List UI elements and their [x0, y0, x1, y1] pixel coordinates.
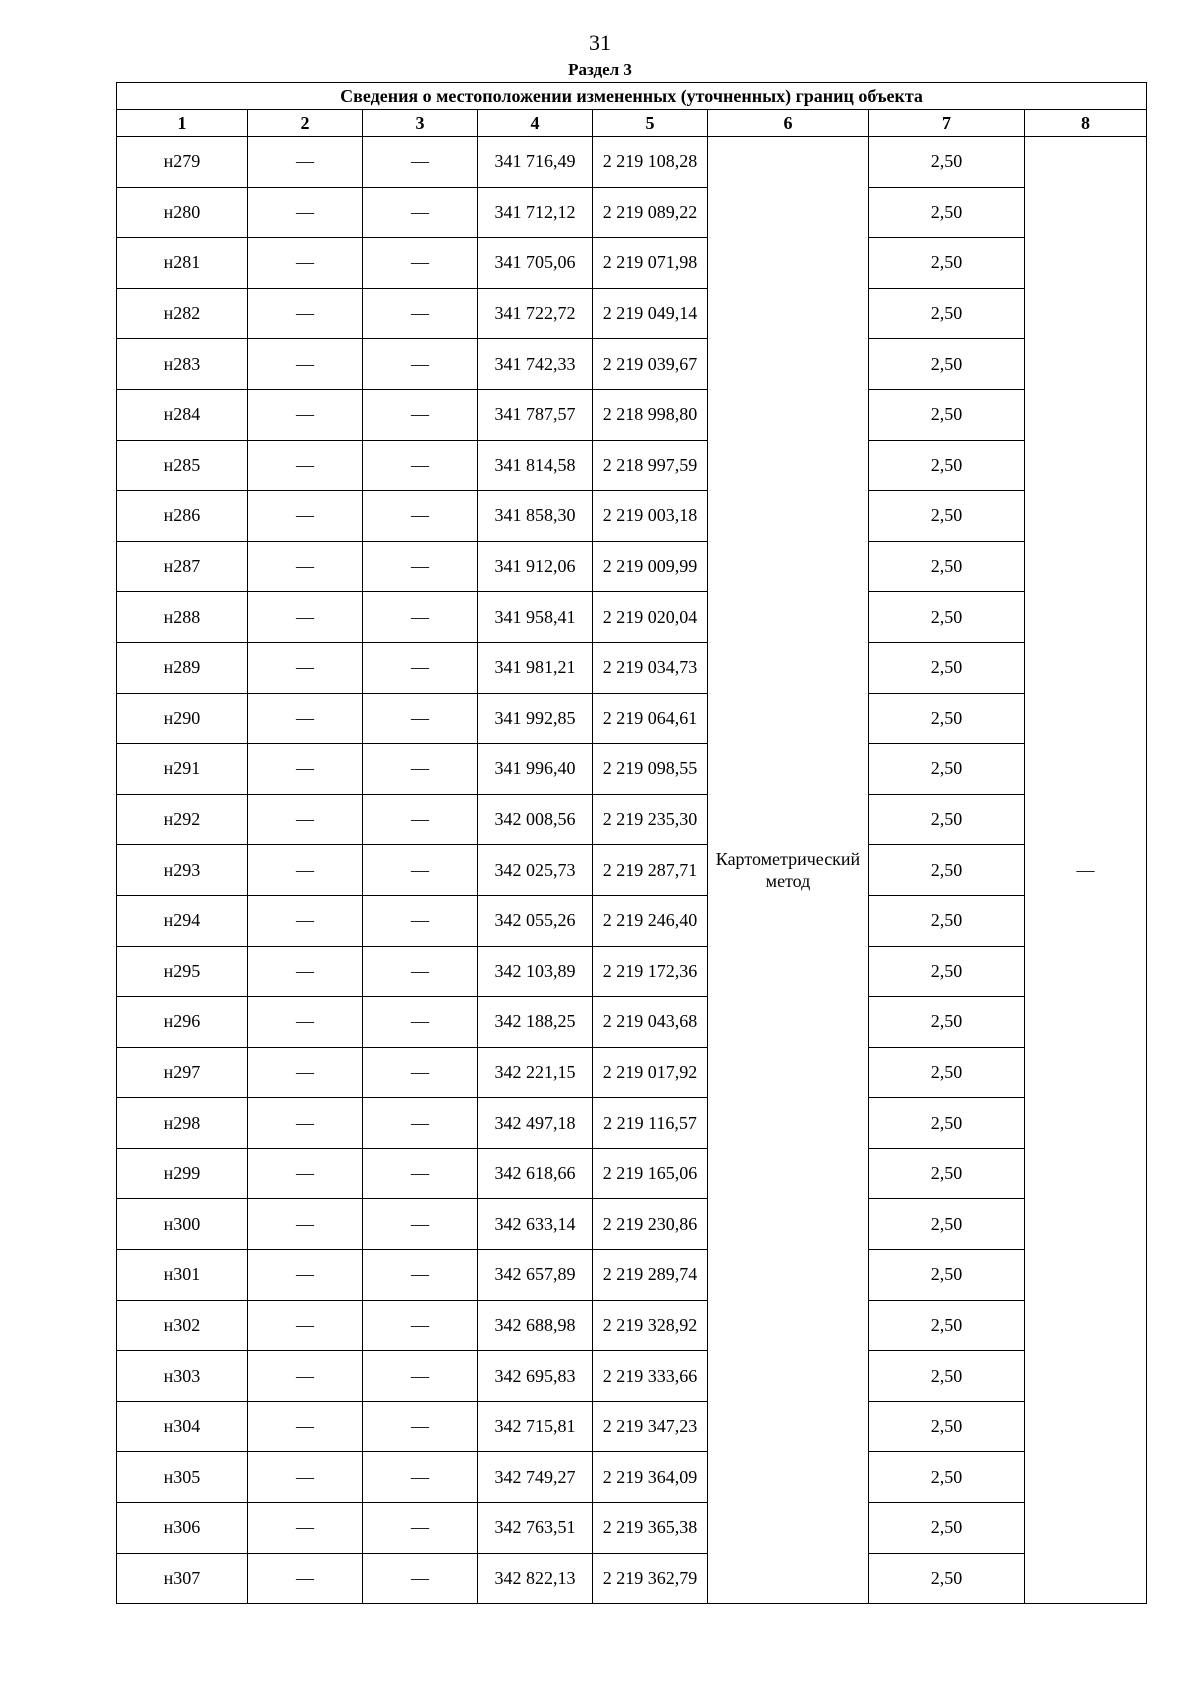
y-coordinate-cell: 2 219 347,23 — [593, 1401, 708, 1452]
precision-cell: 2,50 — [869, 389, 1025, 440]
table-caption: Сведения о местоположении измененных (уточненных) границ объекта — [117, 83, 1147, 110]
y-coordinate-cell: 2 219 039,67 — [593, 339, 708, 390]
point-name-cell: н279 — [117, 137, 248, 188]
point-name-cell: н305 — [117, 1452, 248, 1503]
column-3-cell: — — [363, 339, 478, 390]
y-coordinate-cell: 2 219 098,55 — [593, 744, 708, 795]
y-coordinate-cell: 2 219 364,09 — [593, 1452, 708, 1503]
section-title: Раздел 3 — [568, 60, 632, 79]
column-3-cell: — — [363, 997, 478, 1048]
precision-cell: 2,50 — [869, 339, 1025, 390]
column-3-cell: — — [363, 642, 478, 693]
column-2-cell: — — [248, 187, 363, 238]
precision-cell: 2,50 — [869, 1199, 1025, 1250]
column-2-cell: — — [248, 642, 363, 693]
column-3-cell: — — [363, 1401, 478, 1452]
table-row — [117, 541, 1147, 592]
column-3-cell: — — [363, 1300, 478, 1351]
column-2-cell: — — [248, 389, 363, 440]
x-coordinate-cell: 341 712,12 — [478, 187, 593, 238]
column-3-cell: — — [363, 1553, 478, 1604]
column-2-cell: — — [248, 1351, 363, 1402]
table-row — [117, 187, 1147, 238]
x-coordinate-cell: 341 722,72 — [478, 288, 593, 339]
x-coordinate-cell: 342 188,25 — [478, 997, 593, 1048]
table-row — [117, 1098, 1147, 1149]
point-name-cell: н286 — [117, 491, 248, 542]
column-number: 1 — [117, 110, 248, 137]
table-row — [117, 1148, 1147, 1199]
point-name-cell: н290 — [117, 693, 248, 744]
column-2-cell: — — [248, 288, 363, 339]
column-2-cell: — — [248, 1503, 363, 1554]
point-name-cell: н296 — [117, 997, 248, 1048]
table-row — [117, 794, 1147, 845]
x-coordinate-cell: 342 695,83 — [478, 1351, 593, 1402]
precision-cell: 2,50 — [869, 693, 1025, 744]
table-row — [117, 592, 1147, 643]
table-row — [117, 1300, 1147, 1351]
column-number: 3 — [363, 110, 478, 137]
point-name-cell: н306 — [117, 1503, 248, 1554]
table-body — [117, 137, 1147, 1604]
column-3-cell: — — [363, 946, 478, 997]
point-name-cell: н302 — [117, 1300, 248, 1351]
column-2-cell: — — [248, 1300, 363, 1351]
x-coordinate-cell: 341 858,30 — [478, 491, 593, 542]
column-2-cell: — — [248, 137, 363, 188]
column-number: 7 — [869, 110, 1025, 137]
x-coordinate-cell: 341 742,33 — [478, 339, 593, 390]
point-name-cell: н282 — [117, 288, 248, 339]
table-row — [117, 1503, 1147, 1554]
x-coordinate-cell: 342 633,14 — [478, 1199, 593, 1250]
column-2-cell: — — [248, 238, 363, 289]
table-row — [117, 693, 1147, 744]
x-coordinate-cell: 341 981,21 — [478, 642, 593, 693]
point-name-cell: н297 — [117, 1047, 248, 1098]
column-2-cell: — — [248, 1250, 363, 1301]
y-coordinate-cell: 2 219 017,92 — [593, 1047, 708, 1098]
table-row — [117, 946, 1147, 997]
column-2-cell: — — [248, 440, 363, 491]
point-name-cell: н285 — [117, 440, 248, 491]
x-coordinate-cell: 342 497,18 — [478, 1098, 593, 1149]
y-coordinate-cell: 2 219 089,22 — [593, 187, 708, 238]
column-number-row — [117, 110, 1147, 137]
y-coordinate-cell: 2 219 235,30 — [593, 794, 708, 845]
precision-cell: 2,50 — [869, 642, 1025, 693]
y-coordinate-cell: 2 219 116,57 — [593, 1098, 708, 1149]
y-coordinate-cell: 2 219 230,86 — [593, 1199, 708, 1250]
column-2-cell: — — [248, 946, 363, 997]
y-coordinate-cell: 2 219 003,18 — [593, 491, 708, 542]
column-3-cell: — — [363, 541, 478, 592]
precision-cell: 2,50 — [869, 238, 1025, 289]
column-3-cell: — — [363, 440, 478, 491]
precision-cell: 2,50 — [869, 1047, 1025, 1098]
coordinates-table — [116, 82, 1147, 1604]
column-number: 2 — [248, 110, 363, 137]
x-coordinate-cell: 342 103,89 — [478, 946, 593, 997]
precision-cell: 2,50 — [869, 1250, 1025, 1301]
table-row — [117, 440, 1147, 491]
point-name-cell: н288 — [117, 592, 248, 643]
y-coordinate-cell: 2 219 165,06 — [593, 1148, 708, 1199]
precision-cell: 2,50 — [869, 1300, 1025, 1351]
table-row — [117, 339, 1147, 390]
table-row — [117, 1351, 1147, 1402]
precision-cell: 2,50 — [869, 1351, 1025, 1402]
point-name-cell: н293 — [117, 845, 248, 896]
column-2-cell: — — [248, 1553, 363, 1604]
table-row — [117, 642, 1147, 693]
precision-cell: 2,50 — [869, 997, 1025, 1048]
y-coordinate-cell: 2 219 365,38 — [593, 1503, 708, 1554]
point-name-cell: н298 — [117, 1098, 248, 1149]
precision-cell: 2,50 — [869, 1401, 1025, 1452]
point-name-cell: н294 — [117, 895, 248, 946]
precision-cell: 2,50 — [869, 541, 1025, 592]
precision-cell: 2,50 — [869, 1503, 1025, 1554]
x-coordinate-cell: 341 705,06 — [478, 238, 593, 289]
table-row — [117, 491, 1147, 542]
column-3-cell: — — [363, 1250, 478, 1301]
precision-cell: 2,50 — [869, 895, 1025, 946]
precision-cell: 2,50 — [869, 794, 1025, 845]
table-row — [117, 997, 1147, 1048]
table-row — [117, 1250, 1147, 1301]
column-8-cell: — — [1025, 137, 1147, 1604]
column-2-cell: — — [248, 794, 363, 845]
column-2-cell: — — [248, 1401, 363, 1452]
y-coordinate-cell: 2 219 287,71 — [593, 845, 708, 896]
table-row — [117, 1401, 1147, 1452]
x-coordinate-cell: 341 996,40 — [478, 744, 593, 795]
column-3-cell: — — [363, 491, 478, 542]
x-coordinate-cell: 342 055,26 — [478, 895, 593, 946]
precision-cell: 2,50 — [869, 1148, 1025, 1199]
page-number: 31 — [589, 30, 611, 55]
table-row — [117, 744, 1147, 795]
point-name-cell: н307 — [117, 1553, 248, 1604]
column-2-cell: — — [248, 491, 363, 542]
precision-cell: 2,50 — [869, 288, 1025, 339]
precision-cell: 2,50 — [869, 1452, 1025, 1503]
column-2-cell: — — [248, 845, 363, 896]
point-name-cell: н295 — [117, 946, 248, 997]
column-2-cell: — — [248, 1098, 363, 1149]
column-2-cell: — — [248, 895, 363, 946]
point-name-cell: н299 — [117, 1148, 248, 1199]
column-2-cell: — — [248, 693, 363, 744]
y-coordinate-cell: 2 219 108,28 — [593, 137, 708, 188]
column-2-cell: — — [248, 541, 363, 592]
y-coordinate-cell: 2 219 034,73 — [593, 642, 708, 693]
column-number: 5 — [593, 110, 708, 137]
column-2-cell: — — [248, 1148, 363, 1199]
x-coordinate-cell: 341 912,06 — [478, 541, 593, 592]
y-coordinate-cell: 2 219 362,79 — [593, 1553, 708, 1604]
point-name-cell: н291 — [117, 744, 248, 795]
column-3-cell: — — [363, 744, 478, 795]
point-name-cell: н303 — [117, 1351, 248, 1402]
table-row — [117, 1047, 1147, 1098]
column-3-cell: — — [363, 1098, 478, 1149]
y-coordinate-cell: 2 219 043,68 — [593, 997, 708, 1048]
precision-cell: 2,50 — [869, 845, 1025, 896]
x-coordinate-cell: 342 688,98 — [478, 1300, 593, 1351]
x-coordinate-cell: 341 716,49 — [478, 137, 593, 188]
y-coordinate-cell: 2 219 049,14 — [593, 288, 708, 339]
precision-cell: 2,50 — [869, 744, 1025, 795]
x-coordinate-cell: 341 958,41 — [478, 592, 593, 643]
y-coordinate-cell: 2 219 289,74 — [593, 1250, 708, 1301]
table-row — [117, 238, 1147, 289]
table-row — [117, 1199, 1147, 1250]
precision-cell: 2,50 — [869, 946, 1025, 997]
point-name-cell: н292 — [117, 794, 248, 845]
x-coordinate-cell: 342 715,81 — [478, 1401, 593, 1452]
column-3-cell: — — [363, 794, 478, 845]
y-coordinate-cell: 2 219 172,36 — [593, 946, 708, 997]
column-2-cell: — — [248, 744, 363, 795]
x-coordinate-cell: 341 814,58 — [478, 440, 593, 491]
y-coordinate-cell: 2 219 328,92 — [593, 1300, 708, 1351]
x-coordinate-cell: 342 822,13 — [478, 1553, 593, 1604]
y-coordinate-cell: 2 218 997,59 — [593, 440, 708, 491]
table-row — [117, 288, 1147, 339]
column-3-cell: — — [363, 137, 478, 188]
y-coordinate-cell: 2 219 064,61 — [593, 693, 708, 744]
table-row — [117, 137, 1147, 188]
x-coordinate-cell: 342 008,56 — [478, 794, 593, 845]
precision-cell: 2,50 — [869, 137, 1025, 188]
precision-cell: 2,50 — [869, 440, 1025, 491]
y-coordinate-cell: 2 219 009,99 — [593, 541, 708, 592]
column-3-cell: — — [363, 693, 478, 744]
x-coordinate-cell: 341 787,57 — [478, 389, 593, 440]
column-3-cell: — — [363, 187, 478, 238]
point-name-cell: н284 — [117, 389, 248, 440]
table-row — [117, 389, 1147, 440]
x-coordinate-cell: 341 992,85 — [478, 693, 593, 744]
point-name-cell: н300 — [117, 1199, 248, 1250]
x-coordinate-cell: 342 749,27 — [478, 1452, 593, 1503]
precision-cell: 2,50 — [869, 187, 1025, 238]
x-coordinate-cell: 342 618,66 — [478, 1148, 593, 1199]
precision-cell: 2,50 — [869, 491, 1025, 542]
column-3-cell: — — [363, 389, 478, 440]
y-coordinate-cell: 2 219 333,66 — [593, 1351, 708, 1402]
column-3-cell: — — [363, 1047, 478, 1098]
column-3-cell: — — [363, 288, 478, 339]
column-3-cell: — — [363, 592, 478, 643]
precision-cell: 2,50 — [869, 1098, 1025, 1149]
column-3-cell: — — [363, 895, 478, 946]
point-name-cell: н281 — [117, 238, 248, 289]
point-name-cell: н304 — [117, 1401, 248, 1452]
column-3-cell: — — [363, 1452, 478, 1503]
column-2-cell: — — [248, 592, 363, 643]
y-coordinate-cell: 2 218 998,80 — [593, 389, 708, 440]
column-3-cell: — — [363, 1351, 478, 1402]
method-cell: Картометрический метод — [708, 137, 869, 1604]
point-name-cell: н283 — [117, 339, 248, 390]
column-2-cell: — — [248, 1199, 363, 1250]
point-name-cell: н287 — [117, 541, 248, 592]
x-coordinate-cell: 342 657,89 — [478, 1250, 593, 1301]
precision-cell: 2,50 — [869, 592, 1025, 643]
x-coordinate-cell: 342 763,51 — [478, 1503, 593, 1554]
column-2-cell: — — [248, 1452, 363, 1503]
table-row — [117, 1553, 1147, 1604]
table-row — [117, 845, 1147, 896]
column-2-cell: — — [248, 997, 363, 1048]
column-3-cell: — — [363, 238, 478, 289]
point-name-cell: н301 — [117, 1250, 248, 1301]
y-coordinate-cell: 2 219 071,98 — [593, 238, 708, 289]
column-number: 6 — [708, 110, 869, 137]
column-3-cell: — — [363, 1503, 478, 1554]
y-coordinate-cell: 2 219 246,40 — [593, 895, 708, 946]
table-row — [117, 1452, 1147, 1503]
x-coordinate-cell: 342 025,73 — [478, 845, 593, 896]
point-name-cell: н280 — [117, 187, 248, 238]
column-3-cell: — — [363, 1148, 478, 1199]
table-row — [117, 895, 1147, 946]
column-number: 8 — [1025, 110, 1147, 137]
x-coordinate-cell: 342 221,15 — [478, 1047, 593, 1098]
precision-cell: 2,50 — [869, 1553, 1025, 1604]
column-2-cell: — — [248, 1047, 363, 1098]
column-number: 4 — [478, 110, 593, 137]
column-2-cell: — — [248, 339, 363, 390]
column-3-cell: — — [363, 1199, 478, 1250]
column-3-cell: — — [363, 845, 478, 896]
point-name-cell: н289 — [117, 642, 248, 693]
y-coordinate-cell: 2 219 020,04 — [593, 592, 708, 643]
